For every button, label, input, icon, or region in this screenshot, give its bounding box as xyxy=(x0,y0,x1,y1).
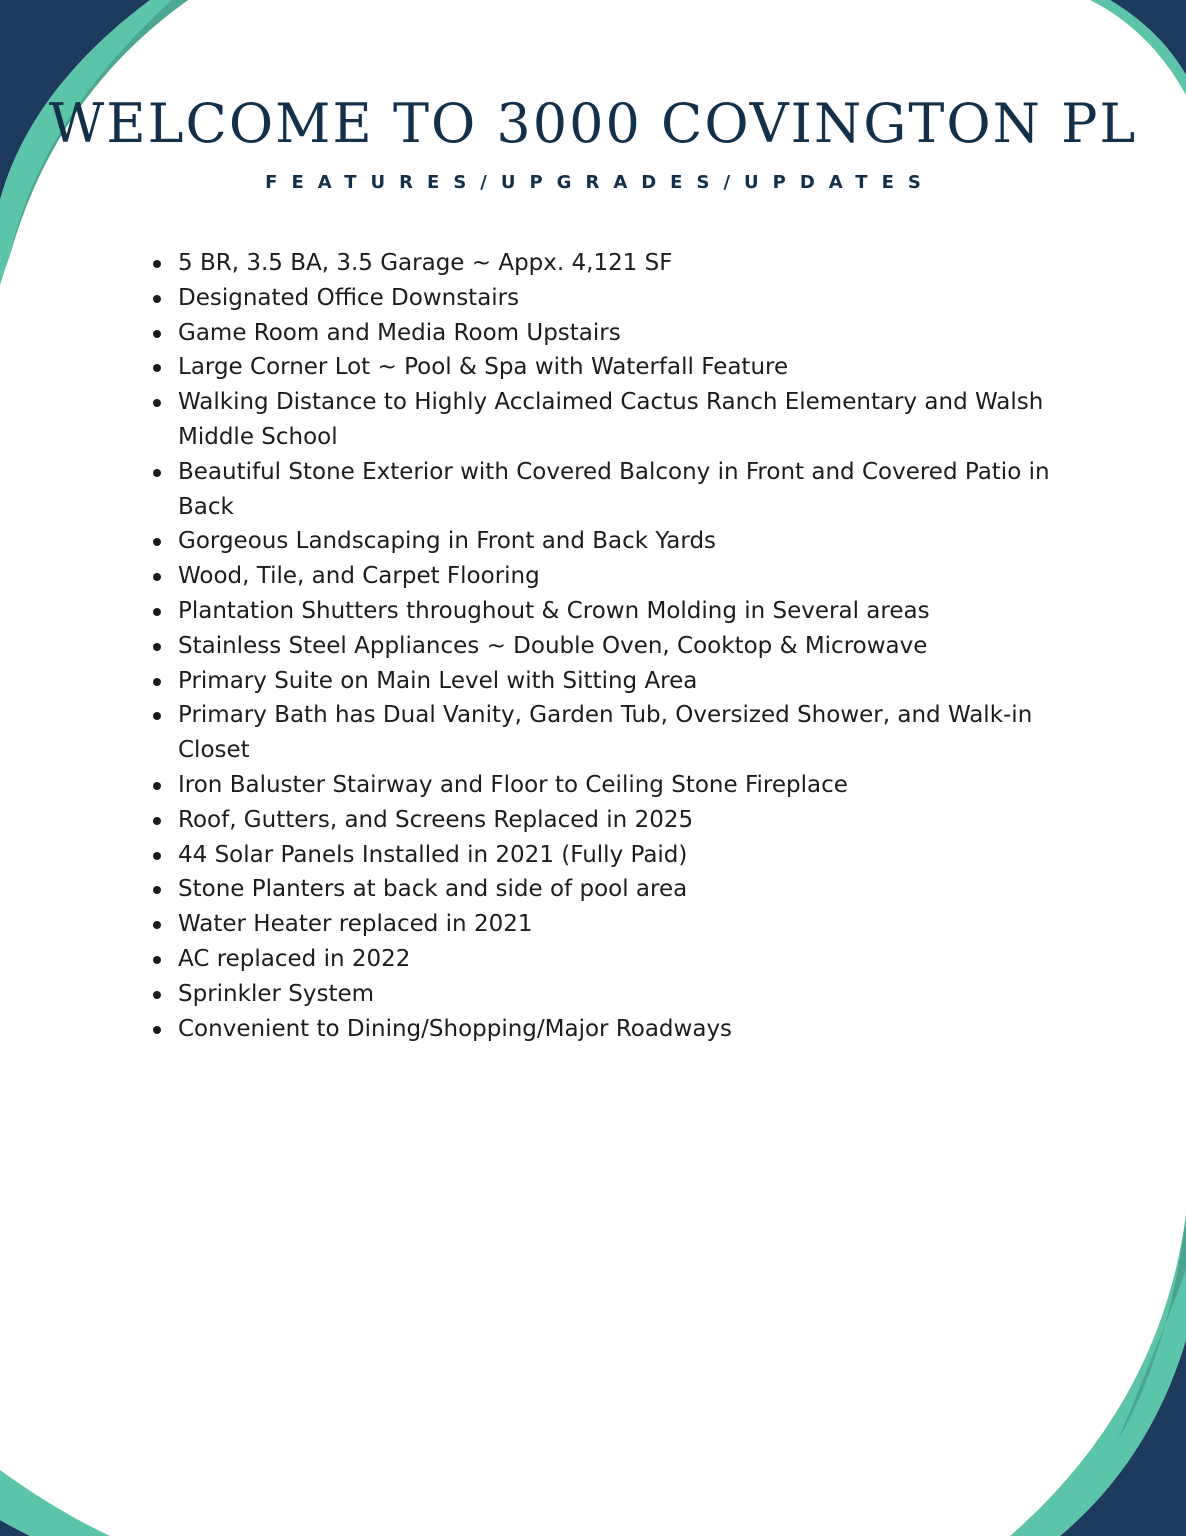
list-item: Roof, Gutters, and Screens Replaced in 2025 xyxy=(178,803,1078,838)
list-item: 44 Solar Panels Installed in 2021 (Fully Paid) xyxy=(178,838,1078,873)
list-item: Iron Baluster Stairway and Floor to Ceiling Stone Fireplace xyxy=(178,768,1078,803)
list-item: Stainless Steel Appliances ~ Double Oven, Cooktop & Microwave xyxy=(178,629,1078,664)
page-title: WELCOME TO 3000 COVINGTON PL xyxy=(48,92,1138,155)
list-item: Designated Office Downstairs xyxy=(178,281,1078,316)
top-right-swoosh xyxy=(1090,0,1186,95)
page-subtitle: FEATURES/UPGRADES/UPDATES xyxy=(265,172,935,193)
list-item: Stone Planters at back and side of pool area xyxy=(178,872,1078,907)
bottom-right-swoosh xyxy=(1010,1215,1186,1536)
list-item: AC replaced in 2022 xyxy=(178,942,1078,977)
list-item: Beautiful Stone Exterior with Covered Balcony in Front and Covered Patio in Back xyxy=(178,455,1078,525)
list-item: 5 BR, 3.5 BA, 3.5 Garage ~ Appx. 4,121 SF xyxy=(178,246,1078,281)
features-list xyxy=(150,246,1078,1046)
list-item: Gorgeous Landscaping in Front and Back Yards xyxy=(178,524,1078,559)
list-item: Sprinkler System xyxy=(178,977,1078,1012)
list-item: Primary Suite on Main Level with Sitting Area xyxy=(178,664,1078,699)
list-item: Large Corner Lot ~ Pool & Spa with Waterfall Feature xyxy=(178,350,1078,385)
list-item: Wood, Tile, and Carpet Flooring xyxy=(178,559,1078,594)
bottom-left-swoosh xyxy=(0,1470,110,1536)
list-item: Walking Distance to Highly Acclaimed Cactus Ranch Elementary and Walsh Middle School xyxy=(178,385,1078,455)
list-item: Game Room and Media Room Upstairs xyxy=(178,316,1078,351)
list-item: Plantation Shutters throughout & Crown Molding in Several areas xyxy=(178,594,1078,629)
list-item: Water Heater replaced in 2021 xyxy=(178,907,1078,942)
list-item: Primary Bath has Dual Vanity, Garden Tub, Oversized Shower, and Walk-in Closet xyxy=(178,698,1078,768)
list-item: Convenient to Dining/Shopping/Major Roadways xyxy=(178,1012,1078,1047)
